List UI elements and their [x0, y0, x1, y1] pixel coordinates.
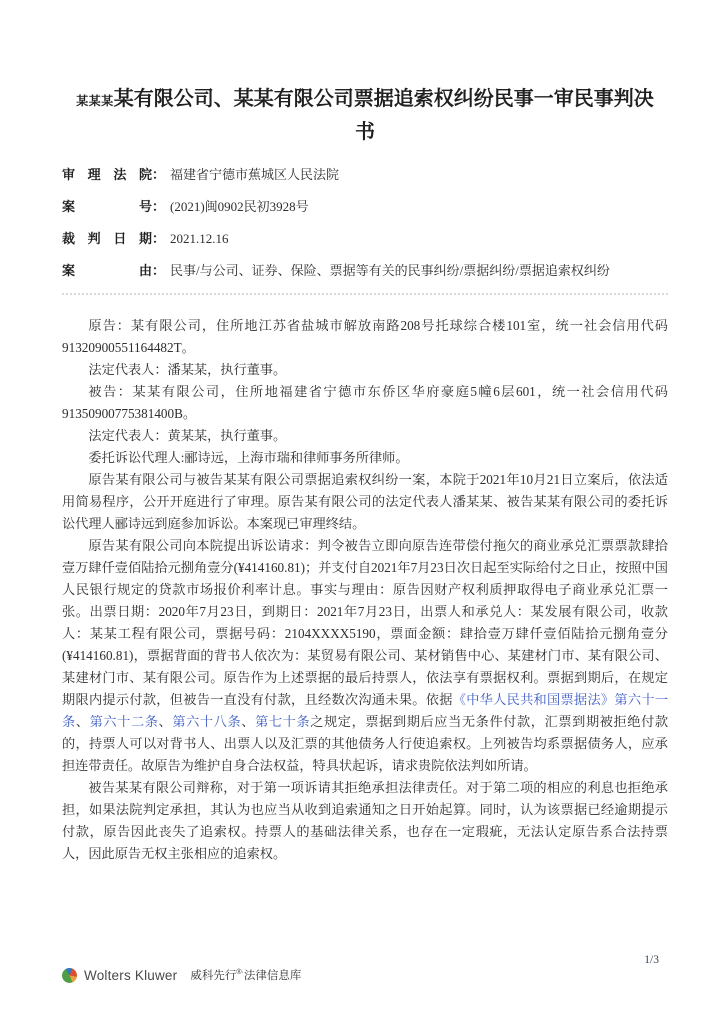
body-text: 、 — [241, 714, 256, 729]
body-paragraph — [62, 469, 668, 535]
statute-link[interactable]: 第六十八条 — [172, 714, 242, 729]
body-text: 法定代表人：潘某某，执行董事。 — [88, 362, 287, 377]
body-paragraph — [62, 359, 668, 381]
statute-link[interactable]: 第六十一条 — [62, 692, 669, 729]
body-paragraphs — [62, 315, 668, 865]
body-paragraph — [62, 777, 668, 865]
footer — [62, 966, 668, 984]
meta-row-case-number — [62, 197, 668, 216]
body-text: 原告：某有限公司，住所地江苏省盐城市解放南路208号托球综合楼101室，统一社会信用代码91320900551164482T。 — [62, 318, 668, 355]
registered-trademark-mark: ®· — [236, 969, 244, 977]
body-text: 原告某有限公司向本院提出诉讼请求：判令被告立即向原告连带偿付拖欠的商业承兑汇票票款肆拾壹万肆仟壹佰陆拾元捌角壹分(¥414160.81)；并支付自2021年7月23日次日起至实际给付之日止，按照中国人民银行规定的贷款市场报价利率计息。事实与理由：原告因财产权利质押取得电子商业承兑汇票一张。出票日期：2020年7月23日，到期日：2021年7月23日，出票人和承兑人：某发展有限公司，收款人：某某工程有限公司，票据号码：2104XXXX5190，票面金额：肆拾壹万肆仟壹佰陆拾元捌角壹分(¥414160.81)，票据背面的背书人依次为：某贸易有限公司、某材销售中心、某建材门市、某有限公司、某建材门市、某有限公司。原告作为上述票据的最后持票人，依法享有票据权利。票据到期后，在规定期限内提示付款，但被告一直没有付款，且经数次沟通未果。依据 — [62, 538, 668, 707]
meta-label-judgment-date: 裁判日期 — [62, 231, 152, 246]
title-main-text: 某有限公司、某某有限公司票据追索权纠纷民事一审民事判决书 — [113, 88, 654, 143]
body-text: 被告某某有限公司辩称，对于第一项诉请其拒绝承担法律责任。对于第二项的相应的利息也拒绝承担，如果法院判定承担，其认为也应当从收到追索通知之日开始起算。同时，认为该票据已经逾期提示付款，原告因此丧失了追索权。持票人的基础法律关系，也存在一定瑕疵，无法认定原告系合法持票人，因此原告无权主张相应的追索权。 — [62, 780, 668, 861]
body-paragraph — [62, 535, 668, 777]
meta-value-judgment-date: 2021.12.16 — [170, 231, 229, 246]
body-text: 法定代表人：黄某某，执行董事。 — [88, 428, 287, 443]
meta-value-court: 福建省宁德市蕉城区人民法院 — [170, 167, 340, 182]
footer-product-text — [190, 967, 301, 983]
meta-label-case-number: 案号 — [62, 199, 152, 214]
meta-label-court: 审理法院 — [62, 167, 152, 182]
meta-label-cause-of-action: 案由 — [62, 263, 152, 278]
meta-value-case-number: (2021)闽0902民初3928号 — [170, 199, 309, 214]
body-paragraph — [62, 425, 668, 447]
meta-colon: ： — [152, 199, 166, 214]
body-paragraph — [62, 381, 668, 425]
meta-value-cause-of-action: 民事/与公司、证券、保险、票据等有关的民事纠纷/票据纠纷/票据追索权纠纷 — [170, 263, 610, 278]
meta-row-judgment-date — [62, 229, 668, 248]
statute-link[interactable]: 《中华人民共和国票据法》 — [452, 692, 615, 707]
statute-link[interactable]: 第六十二条 — [89, 714, 159, 729]
wolters-kluwer-logo-icon — [62, 968, 77, 983]
meta-row-court — [62, 165, 668, 184]
meta-row-cause-of-action — [62, 261, 668, 280]
case-meta — [62, 165, 668, 280]
body-text: 原告某有限公司与被告某某有限公司票据追索权纠纷一案，本院于2021年10月21日立案后，依法适用简易程序，公开开庭进行了审理。原告某有限公司的法定代表人潘某某、被告某某有限公司的委托诉讼代理人郦诗远到庭参加诉讼。本案现已审理终结。 — [62, 472, 668, 531]
body-text: 被告：某某有限公司，住所地福建省宁德市东侨区华府豪庭5幢6层601，统一社会信用代码91350900775381400B。 — [62, 384, 668, 421]
body-text: 、 — [158, 714, 173, 729]
meta-colon: ： — [152, 231, 166, 246]
page-title — [70, 0, 660, 148]
meta-colon: ： — [152, 263, 166, 278]
body-paragraph — [62, 447, 668, 469]
statute-link[interactable]: 第七十条 — [255, 714, 311, 729]
body-paragraph — [62, 315, 668, 359]
meta-colon: ： — [152, 167, 166, 182]
footer-brand-text: Wolters Kluwer — [84, 967, 178, 983]
body-text: 委托诉讼代理人:郦诗远，上海市瑞和律师事务所律师。 — [88, 450, 409, 465]
footer-library-name: 法律信息库 — [243, 970, 302, 982]
dotted-divider — [62, 293, 668, 295]
body-text: 之规定，票据到期后应当无条件付款，汇票到期被拒绝付款的，持票人可以对背书人、出票人以及汇票的其他债务人行使追索权。上列被告均系票据债务人，应承担连带责任。故原告为维护自身合法权益，特具状起诉，请求贵院依法判如所请。 — [62, 714, 669, 773]
title-anonymized-prefix: 某某某 — [76, 94, 114, 108]
page-indicator: 1/3 — [644, 954, 659, 966]
body-text: 、 — [75, 714, 90, 729]
footer-product-name: 威科先行 — [190, 970, 237, 982]
